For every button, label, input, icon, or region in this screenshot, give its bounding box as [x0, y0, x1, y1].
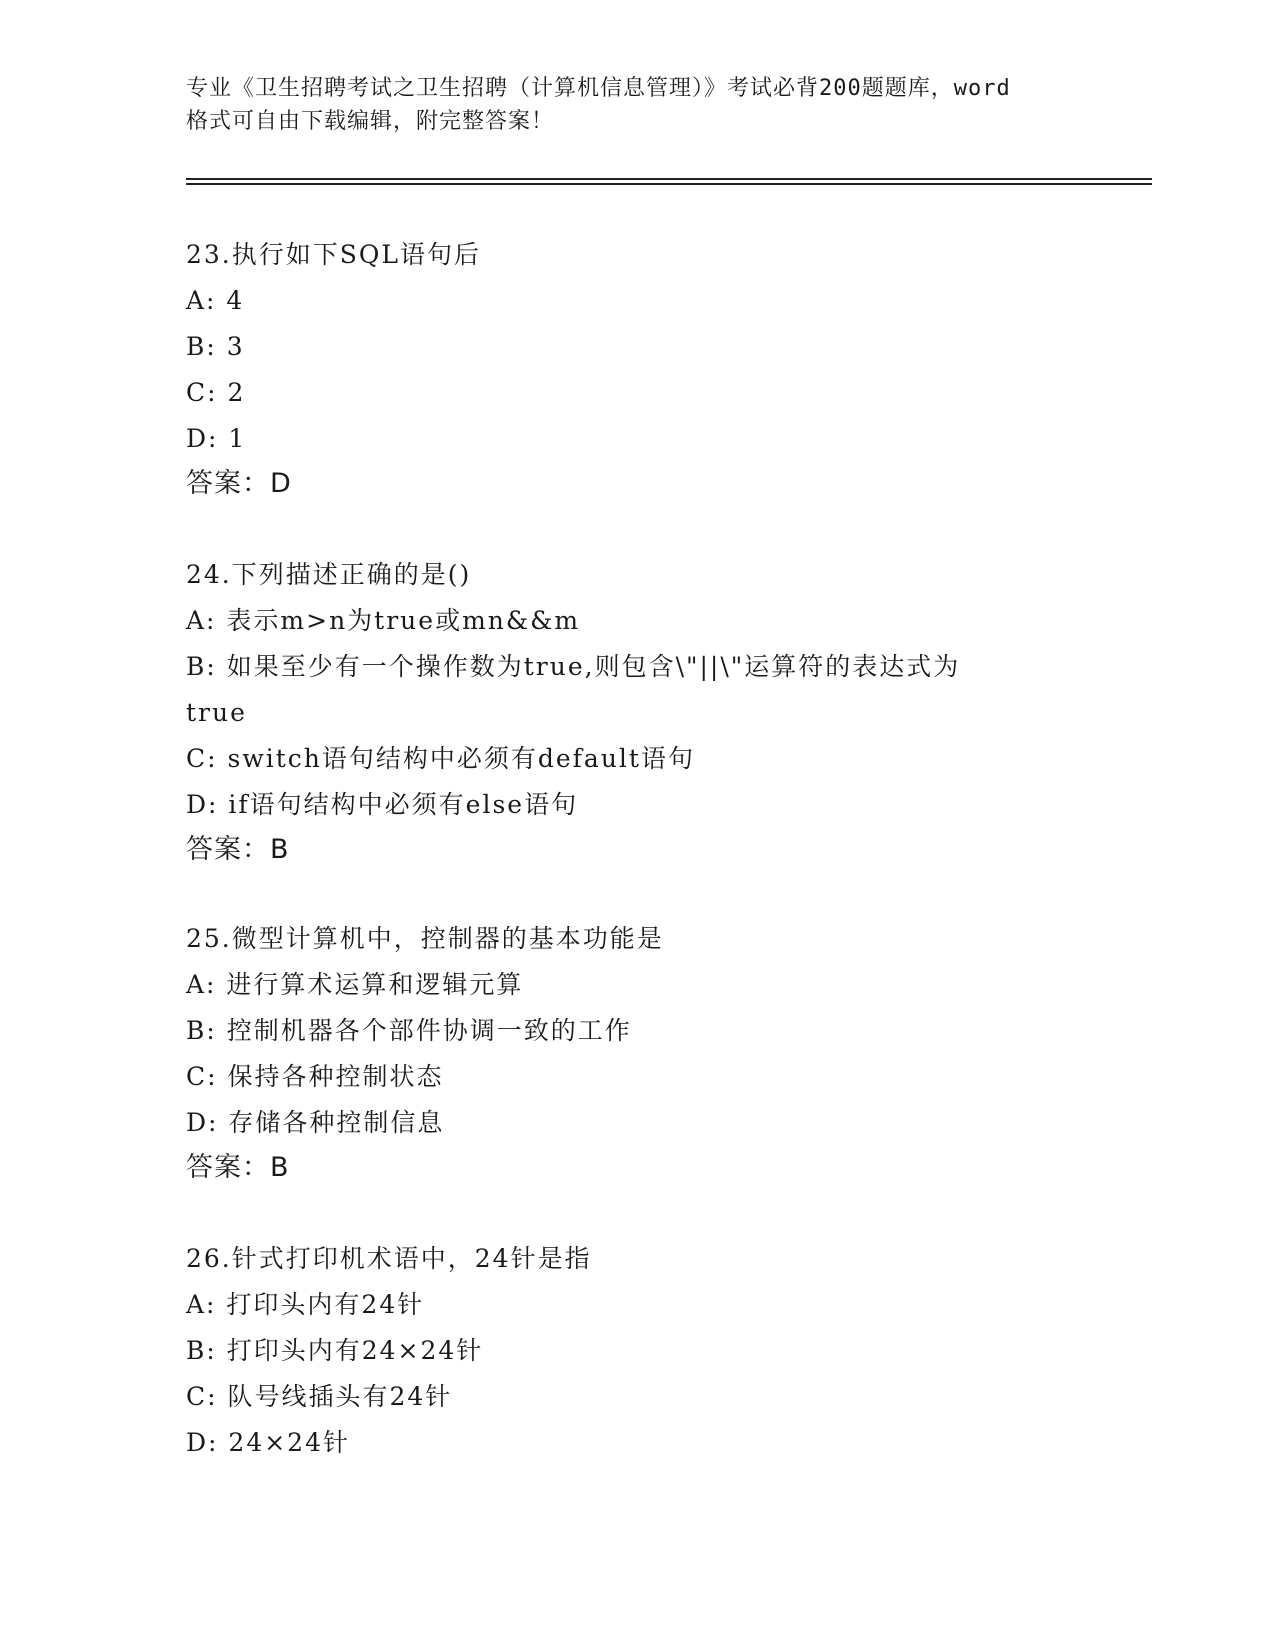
question-stem: 26.针式打印机术语中，24针是指 — [186, 1244, 592, 1273]
question-25 — [186, 916, 1106, 1190]
option-c: C: 保持各种控制状态 — [186, 1062, 444, 1091]
option-b: B: 控制机器各个部件协调一致的工作 — [186, 1016, 632, 1045]
answer-label: 答案：B — [186, 1152, 290, 1183]
option-a: A: 4 — [186, 286, 245, 315]
question-23 — [186, 232, 1106, 506]
option-d: D: 存储各种控制信息 — [186, 1108, 445, 1137]
option-b: B: 3 — [186, 332, 245, 361]
question-stem: 23.执行如下SQL语句后 — [186, 240, 481, 269]
question-stem: 25.微型计算机中，控制器的基本功能是 — [186, 924, 664, 953]
option-d: D: if语句结构中必须有else语句 — [186, 790, 579, 819]
question-26 — [186, 1236, 1106, 1466]
option-c: C: 队号线插头有24针 — [186, 1382, 453, 1411]
answer-label: 答案：D — [186, 468, 292, 499]
document-header — [186, 72, 1086, 138]
option-c: C: switch语句结构中必须有default语句 — [186, 744, 695, 773]
question-stem: 24.下列描述正确的是() — [186, 560, 472, 589]
option-d: D: 1 — [186, 424, 247, 453]
header-line-2: 格式可自由下载编辑，附完整答案！ — [186, 109, 555, 134]
question-24 — [186, 552, 1106, 872]
answer-label: 答案：B — [186, 834, 290, 865]
option-a: A: 进行算术运算和逻辑元算 — [186, 970, 524, 999]
option-b: B: 如果至少有一个操作数为true,则包含\"||\"运算符的表达式为true — [186, 652, 961, 727]
option-a: A: 打印头内有24针 — [186, 1290, 425, 1319]
option-d: D: 24×24针 — [186, 1428, 350, 1457]
option-b: B: 打印头内有24×24针 — [186, 1336, 484, 1365]
option-c: C: 2 — [186, 378, 246, 407]
header-line-1: 专业《卫生招聘考试之卫生招聘（计算机信息管理）》考试必背200题题库，word — [186, 76, 1011, 101]
header-divider-bottom — [186, 183, 1152, 185]
option-a: A: 表示m>n为true或mn&&m — [186, 606, 581, 635]
header-divider-top — [186, 178, 1152, 180]
